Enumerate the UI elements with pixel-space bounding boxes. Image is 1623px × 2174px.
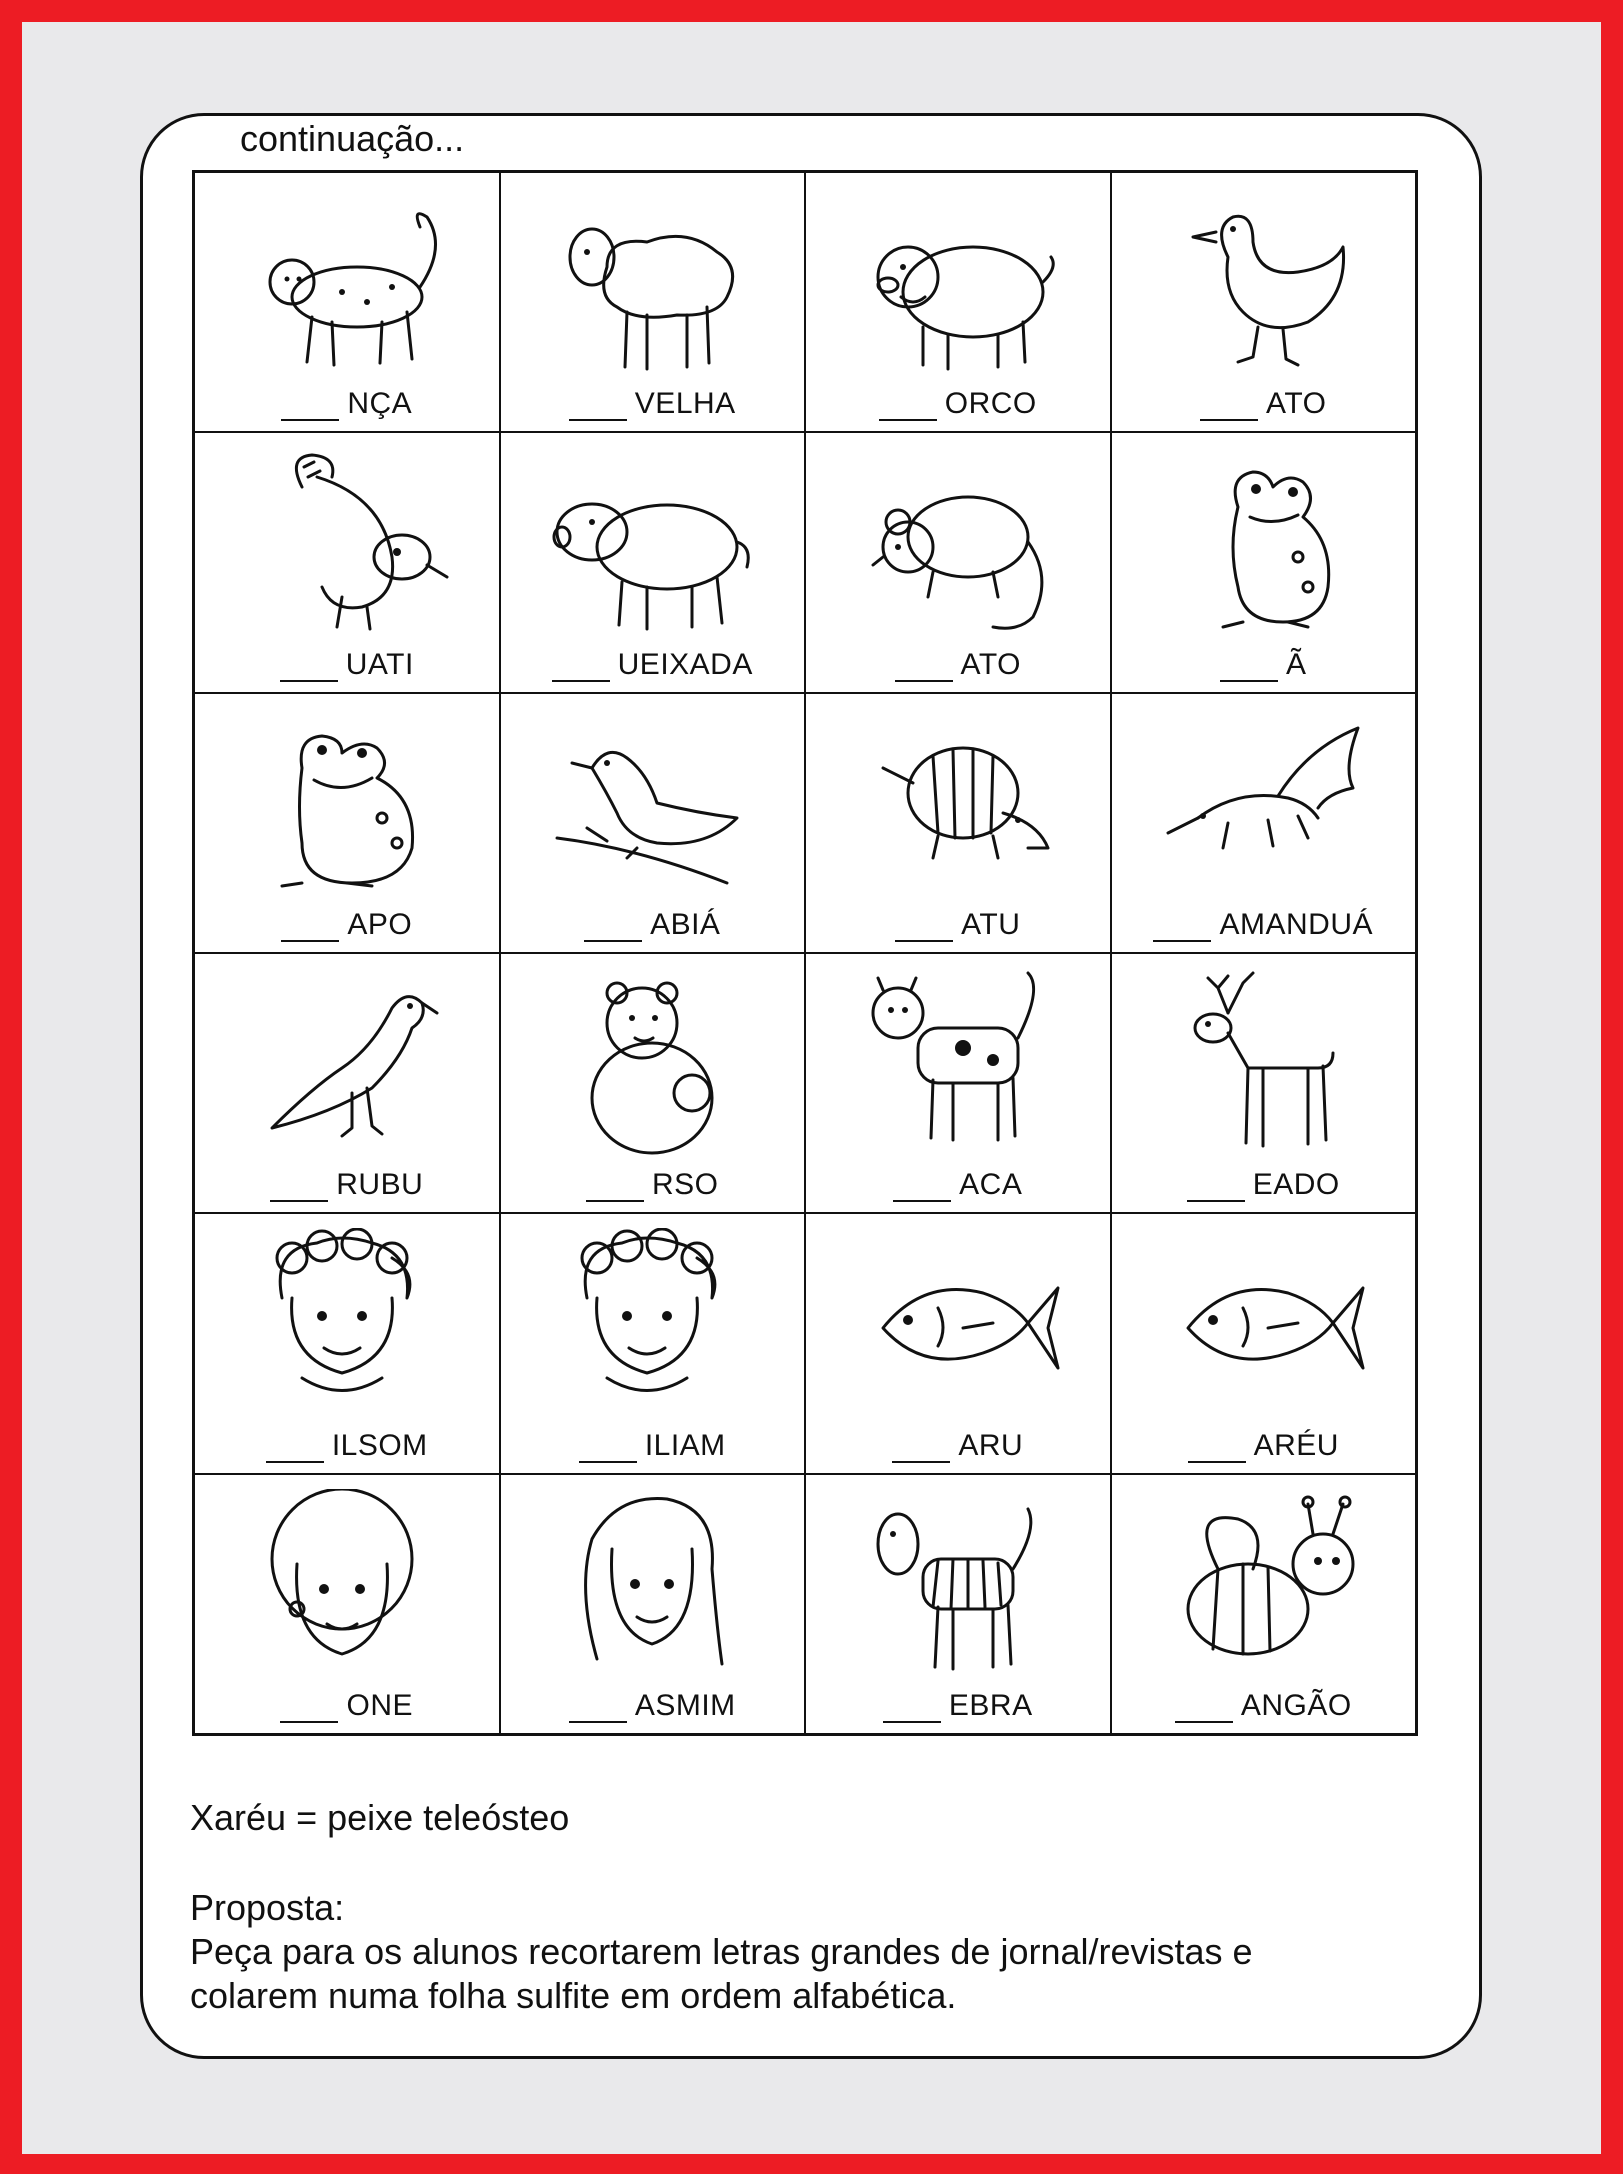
grid-cell bbox=[500, 1474, 806, 1734]
continuation-text: continuação... bbox=[240, 118, 465, 159]
letter-blank[interactable] bbox=[584, 914, 642, 942]
word-label bbox=[1188, 1429, 1339, 1463]
proposal-title: Proposta: bbox=[190, 1887, 345, 1928]
word-label bbox=[1153, 908, 1373, 942]
vulture-icon bbox=[242, 954, 452, 1163]
coati-icon bbox=[242, 433, 452, 642]
grid-cell bbox=[1111, 432, 1417, 692]
letter-blank[interactable] bbox=[1188, 1435, 1246, 1463]
word-label bbox=[879, 387, 1037, 421]
letter-blank[interactable] bbox=[266, 1435, 324, 1463]
word-suffix: ONE bbox=[346, 1689, 413, 1722]
word-label bbox=[895, 908, 1020, 942]
girl-afro-face-icon bbox=[242, 1475, 452, 1684]
letter-blank[interactable] bbox=[579, 1435, 637, 1463]
grid-cell bbox=[1111, 172, 1417, 432]
proposal-line-1: Peça para os alunos recortarem letras grandes de jornal/revistas e bbox=[190, 1931, 1253, 1972]
grid-cell bbox=[194, 953, 500, 1213]
bird-icon bbox=[547, 694, 757, 903]
zebra-icon bbox=[853, 1475, 1063, 1684]
word-suffix: EADO bbox=[1252, 1168, 1340, 1202]
word-suffix: ANGÃO bbox=[1240, 1689, 1352, 1722]
frog-icon bbox=[1158, 433, 1368, 642]
word-suffix: ATO bbox=[1266, 387, 1327, 421]
duck-icon bbox=[1158, 173, 1368, 382]
word-label bbox=[883, 1689, 1033, 1723]
word-suffix: ASMIM bbox=[634, 1689, 736, 1722]
word-suffix: UEIXADA bbox=[617, 647, 753, 681]
word-label bbox=[280, 648, 414, 682]
grid-cell bbox=[805, 953, 1111, 1213]
proposal-block bbox=[190, 1886, 1390, 2018]
grid-cell bbox=[805, 172, 1111, 432]
grid-cell bbox=[805, 693, 1111, 953]
word-label bbox=[552, 648, 753, 682]
letter-blank[interactable] bbox=[892, 1435, 950, 1463]
armadillo-icon bbox=[853, 694, 1063, 903]
sheep-icon bbox=[547, 173, 757, 382]
letter-blank[interactable] bbox=[280, 1695, 338, 1723]
proposal-line-2: colarem numa folha sulfite em ordem alfabética. bbox=[190, 1975, 957, 2016]
word-suffix: ATU bbox=[961, 908, 1021, 941]
word-label bbox=[895, 648, 1021, 682]
letter-blank[interactable] bbox=[552, 654, 610, 682]
word-suffix: VELHA bbox=[634, 387, 736, 421]
grid-cell bbox=[194, 1474, 500, 1734]
word-label bbox=[579, 1429, 726, 1463]
grid-cell bbox=[1111, 1213, 1417, 1473]
cow-icon bbox=[853, 954, 1063, 1163]
bee-icon bbox=[1158, 1475, 1368, 1684]
boy-face-icon bbox=[242, 1214, 452, 1423]
word-label bbox=[893, 1168, 1022, 1202]
grid-cell bbox=[805, 1474, 1111, 1734]
word-label bbox=[280, 1689, 413, 1723]
word-suffix: AMANDUÁ bbox=[1219, 908, 1373, 941]
word-label bbox=[1200, 387, 1326, 421]
word-suffix: ILSOM bbox=[331, 1428, 428, 1462]
grid-cell bbox=[805, 1213, 1111, 1473]
grid-cell bbox=[500, 172, 806, 432]
letter-blank[interactable] bbox=[1200, 393, 1258, 421]
letter-blank[interactable] bbox=[1153, 914, 1211, 942]
letter-blank[interactable] bbox=[270, 1174, 328, 1202]
word-suffix: ACA bbox=[959, 1168, 1023, 1202]
word-suffix: RUBU bbox=[336, 1168, 424, 1202]
word-label bbox=[270, 1168, 423, 1202]
word-suffix: EBRA bbox=[948, 1689, 1033, 1722]
letter-blank[interactable] bbox=[879, 393, 937, 421]
grid-cell bbox=[1111, 1474, 1417, 1734]
fish-icon bbox=[1158, 1214, 1368, 1423]
animal-grid bbox=[192, 170, 1418, 1736]
word-suffix: ARU bbox=[958, 1428, 1024, 1462]
word-suffix: APO bbox=[347, 908, 413, 941]
jaguar-icon bbox=[242, 173, 452, 382]
word-label bbox=[281, 387, 412, 421]
deer-icon bbox=[1158, 954, 1368, 1163]
boy-face-icon bbox=[547, 1214, 757, 1423]
word-suffix: ATO bbox=[960, 647, 1021, 681]
grid-cell bbox=[1111, 693, 1417, 953]
word-label bbox=[892, 1429, 1023, 1463]
grid-cell bbox=[500, 953, 806, 1213]
word-label bbox=[1175, 1689, 1352, 1723]
word-label bbox=[584, 908, 720, 942]
word-suffix: NÇA bbox=[347, 387, 413, 421]
grid-cell bbox=[194, 693, 500, 953]
definition-note: Xaréu = peixe teleósteo bbox=[190, 1797, 570, 1838]
grid-cell bbox=[500, 693, 806, 953]
letter-blank[interactable] bbox=[883, 1695, 941, 1723]
word-label bbox=[281, 908, 412, 942]
letter-blank[interactable] bbox=[586, 1174, 644, 1202]
word-suffix: ORCO bbox=[944, 387, 1037, 421]
fish-icon bbox=[853, 1214, 1063, 1423]
word-label bbox=[569, 1689, 736, 1723]
letter-blank[interactable] bbox=[895, 654, 953, 682]
word-label bbox=[1187, 1168, 1340, 1202]
word-suffix: UATI bbox=[345, 647, 414, 681]
grid-cell bbox=[1111, 953, 1417, 1213]
letter-blank[interactable] bbox=[893, 1174, 951, 1202]
letter-blank[interactable] bbox=[280, 654, 338, 682]
anteater-icon bbox=[1158, 694, 1368, 903]
letter-blank[interactable] bbox=[281, 914, 339, 942]
letter-blank[interactable] bbox=[569, 1695, 627, 1723]
letter-blank[interactable] bbox=[1220, 654, 1278, 682]
letter-blank[interactable] bbox=[569, 393, 627, 421]
peccary-icon bbox=[547, 433, 757, 642]
word-label bbox=[266, 1429, 428, 1463]
pig-icon bbox=[853, 173, 1063, 382]
toad-icon bbox=[242, 694, 452, 903]
letter-blank[interactable] bbox=[895, 914, 953, 942]
word-suffix: ILIAM bbox=[644, 1428, 726, 1462]
girl-curly-face-icon bbox=[547, 1475, 757, 1684]
word-suffix: Ã bbox=[1285, 647, 1307, 681]
grid-cell bbox=[805, 432, 1111, 692]
bear-icon bbox=[547, 954, 757, 1163]
word-label bbox=[1220, 648, 1307, 682]
letter-blank[interactable] bbox=[1187, 1174, 1245, 1202]
letter-blank[interactable] bbox=[1175, 1695, 1233, 1723]
letter-blank[interactable] bbox=[281, 393, 339, 421]
grid-cell bbox=[500, 432, 806, 692]
word-label bbox=[569, 387, 736, 421]
grid-cell bbox=[194, 1213, 500, 1473]
rat-icon bbox=[853, 433, 1063, 642]
grid-cell bbox=[500, 1213, 806, 1473]
grid-cell bbox=[194, 432, 500, 692]
grid-cell bbox=[194, 172, 500, 432]
word-suffix: RSO bbox=[651, 1168, 719, 1202]
word-label bbox=[586, 1168, 719, 1202]
word-suffix: ARÉU bbox=[1253, 1428, 1339, 1462]
word-suffix: ABIÁ bbox=[650, 908, 721, 941]
